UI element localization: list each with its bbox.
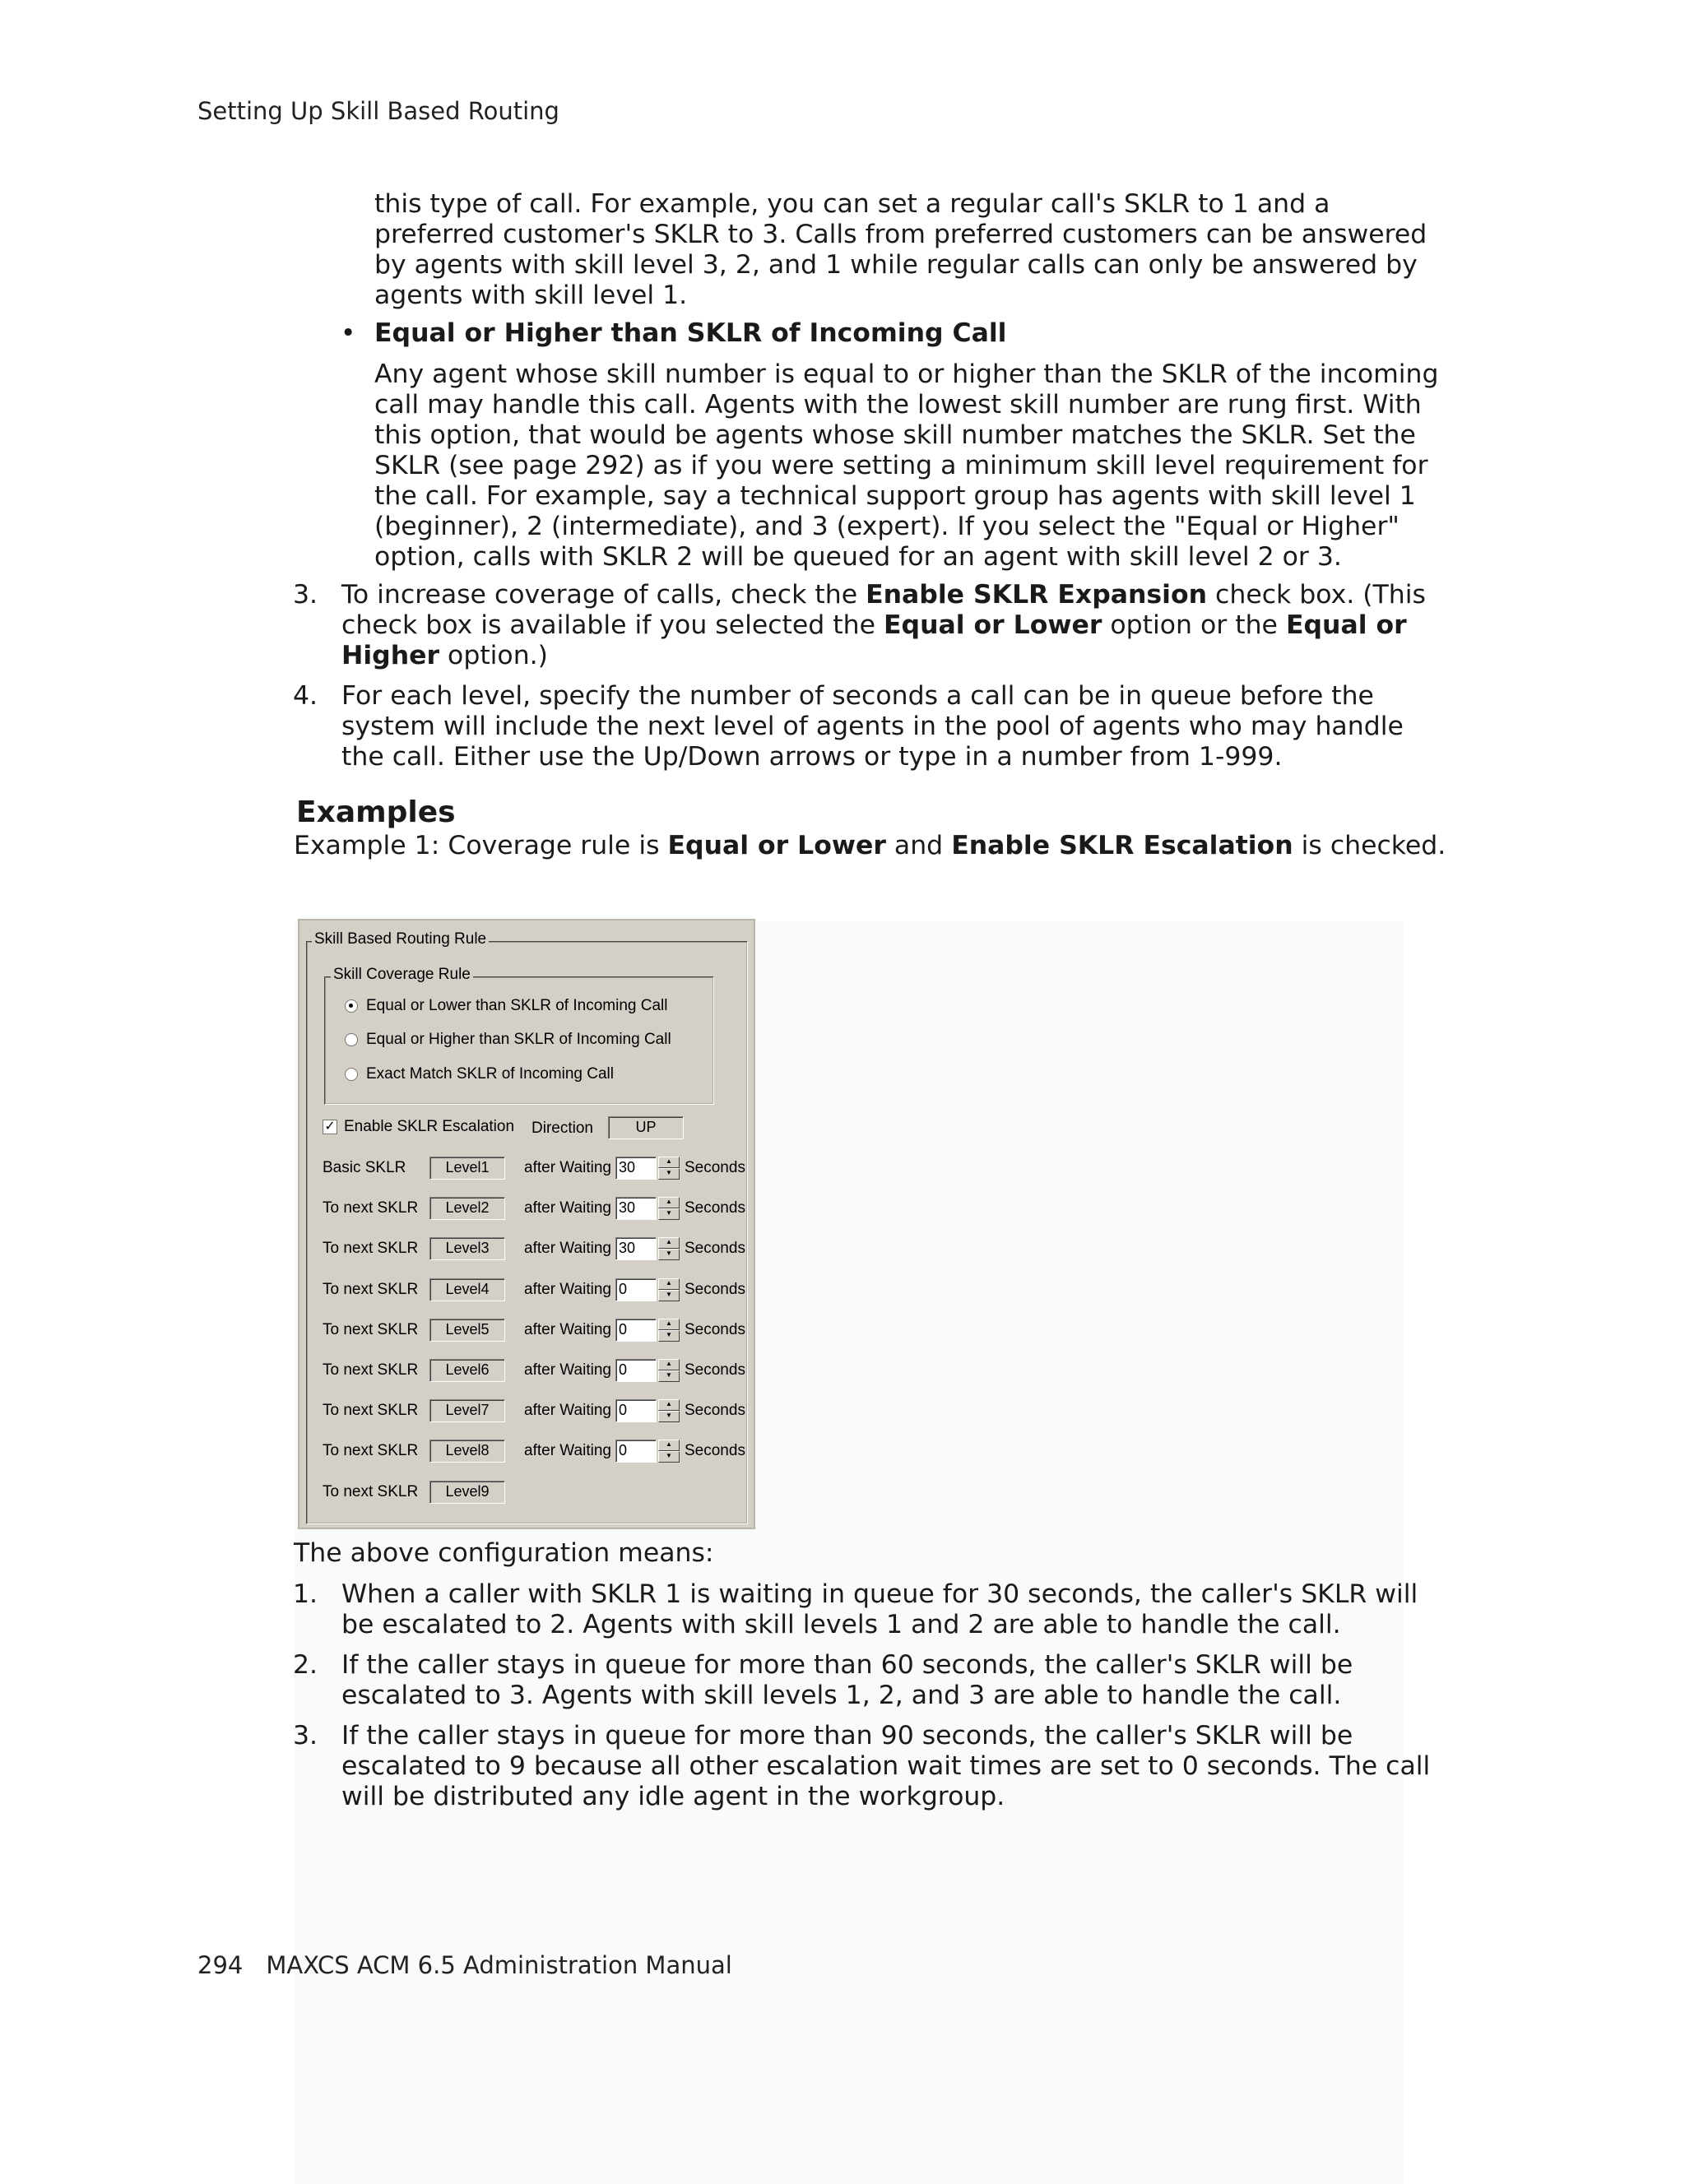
- spin-down-icon[interactable]: ▼: [658, 1451, 680, 1463]
- after-waiting-label: after Waiting: [524, 1402, 611, 1419]
- level-field: Level5: [429, 1319, 505, 1342]
- step-line: the call. Either use the Up/Down arrows or type in a number from 1-999.: [341, 742, 1283, 772]
- escalation-checkbox-row[interactable]: [323, 1118, 514, 1136]
- spinner-buttons: [658, 1197, 680, 1220]
- radio-button[interactable]: [345, 1033, 358, 1046]
- checkmark-icon[interactable]: ✓: [323, 1120, 337, 1134]
- bullet-symbol: •: [341, 318, 356, 348]
- meaning-intro: The above configuration means:: [294, 1538, 714, 1568]
- sklr-row-label: To next SKLR: [323, 1199, 419, 1217]
- direction-label: Direction: [531, 1120, 593, 1137]
- direction-field: UP: [608, 1116, 684, 1139]
- bullet-line: SKLR (see page 292) as if you were setting a minimum skill level requirement for: [374, 451, 1428, 480]
- sklr-row-label: To next SKLR: [323, 1361, 419, 1379]
- spin-up-icon[interactable]: ▲: [658, 1197, 680, 1208]
- bold-run: Equal or: [1285, 610, 1407, 640]
- skill-routing-dialog: [298, 919, 755, 1529]
- list-line: If the caller stays in queue for more than 90 seconds, the caller's SKLR will be: [341, 1721, 1353, 1750]
- radio-button[interactable]: [345, 1068, 358, 1081]
- examples-heading: Examples: [296, 795, 456, 829]
- intro-line: preferred customer's SKLR to 3. Calls from preferred customers can be answered: [374, 220, 1427, 249]
- step-line: For each level, specify the number of seconds a call can be in queue before the: [341, 681, 1374, 711]
- wait-seconds-input[interactable]: 30: [615, 1237, 657, 1260]
- spin-down-icon[interactable]: ▼: [658, 1168, 680, 1180]
- spinner-buttons: [658, 1237, 680, 1260]
- radio-label: Equal or Lower than SKLR of Incoming Call: [366, 997, 668, 1014]
- list-number: 2.: [293, 1650, 318, 1680]
- spinner-buttons: [658, 1440, 680, 1463]
- level-field: Level2: [429, 1197, 505, 1220]
- wait-spinner[interactable]: [615, 1197, 681, 1220]
- spin-up-icon[interactable]: ▲: [658, 1399, 680, 1411]
- seconds-label: Seconds: [685, 1321, 745, 1338]
- spin-down-icon[interactable]: ▼: [658, 1411, 680, 1422]
- bullet-line: the call. For example, say a technical support group has agents with skill level 1: [374, 481, 1416, 511]
- text-run: is checked.: [1293, 831, 1446, 860]
- manual-title: MAXCS ACM 6.5 Administration Manual: [266, 1951, 732, 1979]
- bold-run: Higher: [341, 641, 440, 670]
- example-1-caption: [294, 831, 1446, 861]
- page-number: 294: [197, 1951, 244, 1979]
- level-field: Level8: [429, 1440, 505, 1463]
- sklr-row-label: Basic SKLR: [323, 1159, 406, 1176]
- seconds-label: Seconds: [685, 1159, 745, 1176]
- spinner-buttons: [658, 1359, 680, 1382]
- spin-down-icon[interactable]: ▼: [658, 1370, 680, 1382]
- page-footer: [197, 1951, 732, 1979]
- level-field: Level1: [429, 1157, 505, 1180]
- step-number: 3.: [293, 580, 318, 610]
- sklr-row-label: To next SKLR: [323, 1483, 419, 1500]
- level-field: Level3: [429, 1237, 505, 1260]
- bullet-line: call may handle this call. Agents with the lowest skill number are rung first. With: [374, 390, 1422, 420]
- after-waiting-label: after Waiting: [524, 1442, 611, 1459]
- meaning-item-3: [341, 1721, 1430, 1812]
- step-number: 4.: [293, 681, 318, 711]
- wait-spinner[interactable]: [615, 1399, 681, 1422]
- list-line: be escalated to 2. Agents with skill levels 1 and 2 are able to handle the call.: [341, 1610, 1341, 1639]
- wait-spinner[interactable]: [615, 1319, 681, 1342]
- step-line: system will include the next level of agents in the pool of agents who may handle: [341, 712, 1404, 741]
- level-field: Level9: [429, 1481, 505, 1504]
- spinner-buttons: [658, 1278, 680, 1301]
- after-waiting-label: after Waiting: [524, 1361, 611, 1379]
- seconds-label: Seconds: [685, 1442, 745, 1459]
- spin-up-icon[interactable]: ▲: [658, 1319, 680, 1330]
- wait-spinner[interactable]: [615, 1440, 681, 1463]
- list-line: escalated to 3. Agents with skill levels 1, 2, and 3 are able to handle the call.: [341, 1681, 1342, 1710]
- spinner-buttons: [658, 1399, 680, 1422]
- wait-seconds-input[interactable]: 30: [615, 1157, 657, 1180]
- spin-down-icon[interactable]: ▼: [658, 1330, 680, 1342]
- escalation-label: Enable SKLR Escalation: [344, 1118, 515, 1135]
- wait-seconds-input[interactable]: 0: [615, 1440, 657, 1463]
- text-run: option.): [439, 641, 548, 670]
- list-line: When a caller with SKLR 1 is waiting in queue for 30 seconds, the caller's SKLR will: [341, 1579, 1418, 1609]
- wait-spinner[interactable]: [615, 1157, 681, 1180]
- intro-line: agents with skill level 1.: [374, 281, 688, 310]
- running-header: Setting Up Skill Based Routing: [197, 97, 559, 125]
- bullet-paragraph: [374, 359, 1439, 573]
- step-3-text: [341, 580, 1426, 671]
- spin-down-icon[interactable]: ▼: [658, 1290, 680, 1301]
- wait-spinner[interactable]: [615, 1278, 681, 1301]
- text-run: Example 1: Coverage rule is: [294, 831, 668, 860]
- list-line: escalated to 9 because all other escalation wait times are set to 0 seconds. The call: [341, 1751, 1431, 1781]
- seconds-label: Seconds: [685, 1240, 745, 1257]
- bold-run: Equal or Lower: [884, 610, 1102, 640]
- wait-spinner[interactable]: [615, 1237, 681, 1260]
- radio-label: Exact Match SKLR of Incoming Call: [366, 1065, 614, 1083]
- list-line: If the caller stays in queue for more than 60 seconds, the caller's SKLR will be: [341, 1650, 1353, 1680]
- meaning-item-1: [341, 1579, 1418, 1640]
- intro-line: this type of call. For example, you can set a regular call's SKLR to 1 and a: [374, 189, 1330, 219]
- spinner-buttons: [658, 1319, 680, 1342]
- list-number: 1.: [293, 1579, 318, 1609]
- text-run: check box. (This: [1207, 580, 1426, 610]
- text-run: and: [885, 831, 952, 860]
- list-line: will be distributed any idle agent in the workgroup.: [341, 1782, 1005, 1811]
- radio-button-selected[interactable]: [345, 999, 358, 1013]
- text-run: option or the: [1102, 610, 1286, 640]
- spin-down-icon[interactable]: ▼: [658, 1249, 680, 1260]
- after-waiting-label: after Waiting: [524, 1321, 611, 1338]
- meaning-item-2: [341, 1650, 1353, 1711]
- seconds-label: Seconds: [685, 1361, 745, 1379]
- group-title: Skill Based Routing Rule: [312, 930, 489, 948]
- sklr-row-label: To next SKLR: [323, 1321, 419, 1338]
- text-run: To increase coverage of calls, check the: [341, 580, 866, 610]
- bold-run: Enable SKLR Escalation: [951, 831, 1293, 860]
- radio-equal-higher[interactable]: [345, 1030, 671, 1050]
- spin-up-icon[interactable]: ▲: [658, 1157, 680, 1168]
- sklr-row-label: To next SKLR: [323, 1402, 419, 1419]
- spin-up-icon[interactable]: ▲: [658, 1359, 680, 1370]
- bullet-line: (beginner), 2 (intermediate), and 3 (expert). If you select the "Equal or Higher": [374, 512, 1400, 541]
- wait-seconds-input[interactable]: 30: [615, 1197, 657, 1220]
- sklr-row-label: To next SKLR: [323, 1281, 419, 1298]
- radio-equal-lower[interactable]: [345, 996, 667, 1016]
- wait-seconds-input[interactable]: 0: [615, 1319, 657, 1342]
- sklr-row-label: To next SKLR: [323, 1442, 419, 1459]
- spin-down-icon[interactable]: ▼: [658, 1208, 680, 1220]
- spin-up-icon[interactable]: ▲: [658, 1278, 680, 1290]
- text-run: check box is available if you selected the: [341, 610, 884, 640]
- wait-seconds-input[interactable]: 0: [615, 1359, 657, 1382]
- bold-run: Equal or Lower: [667, 831, 886, 860]
- bullet-line: option, calls with SKLR 2 will be queued for an agent with skill level 2 or 3.: [374, 542, 1342, 572]
- wait-seconds-input[interactable]: 0: [615, 1399, 657, 1422]
- after-waiting-label: after Waiting: [524, 1159, 611, 1176]
- bullet-title: Equal or Higher than SKLR of Incoming Call: [374, 318, 1007, 348]
- spinner-buttons: [658, 1157, 680, 1180]
- wait-spinner[interactable]: [615, 1359, 681, 1382]
- bold-run: Enable SKLR Expansion: [866, 580, 1208, 610]
- radio-exact-match[interactable]: [345, 1064, 614, 1084]
- bullet-line: this option, that would be agents whose skill number matches the SKLR. Set the: [374, 420, 1416, 450]
- wait-seconds-input[interactable]: 0: [615, 1278, 657, 1301]
- coverage-title: Skill Coverage Rule: [331, 966, 473, 984]
- level-field: Level4: [429, 1278, 505, 1301]
- level-field: Level7: [429, 1399, 505, 1422]
- intro-paragraph: [374, 189, 1427, 311]
- list-number: 3.: [293, 1721, 318, 1750]
- bullet-line: Any agent whose skill number is equal to or higher than the SKLR of the incoming: [374, 359, 1439, 389]
- seconds-label: Seconds: [685, 1402, 745, 1419]
- seconds-label: Seconds: [685, 1199, 745, 1217]
- after-waiting-label: after Waiting: [524, 1281, 611, 1298]
- sklr-row-label: To next SKLR: [323, 1240, 419, 1257]
- spin-up-icon[interactable]: ▲: [658, 1237, 680, 1249]
- radio-label: Equal or Higher than SKLR of Incoming Call: [366, 1031, 671, 1048]
- seconds-label: Seconds: [685, 1281, 745, 1298]
- intro-line: by agents with skill level 3, 2, and 1 while regular calls can only be answered by: [374, 250, 1418, 280]
- level-field: Level6: [429, 1359, 505, 1382]
- after-waiting-label: after Waiting: [524, 1240, 611, 1257]
- after-waiting-label: after Waiting: [524, 1199, 611, 1217]
- spin-up-icon[interactable]: ▲: [658, 1440, 680, 1451]
- step-4-text: [341, 681, 1404, 772]
